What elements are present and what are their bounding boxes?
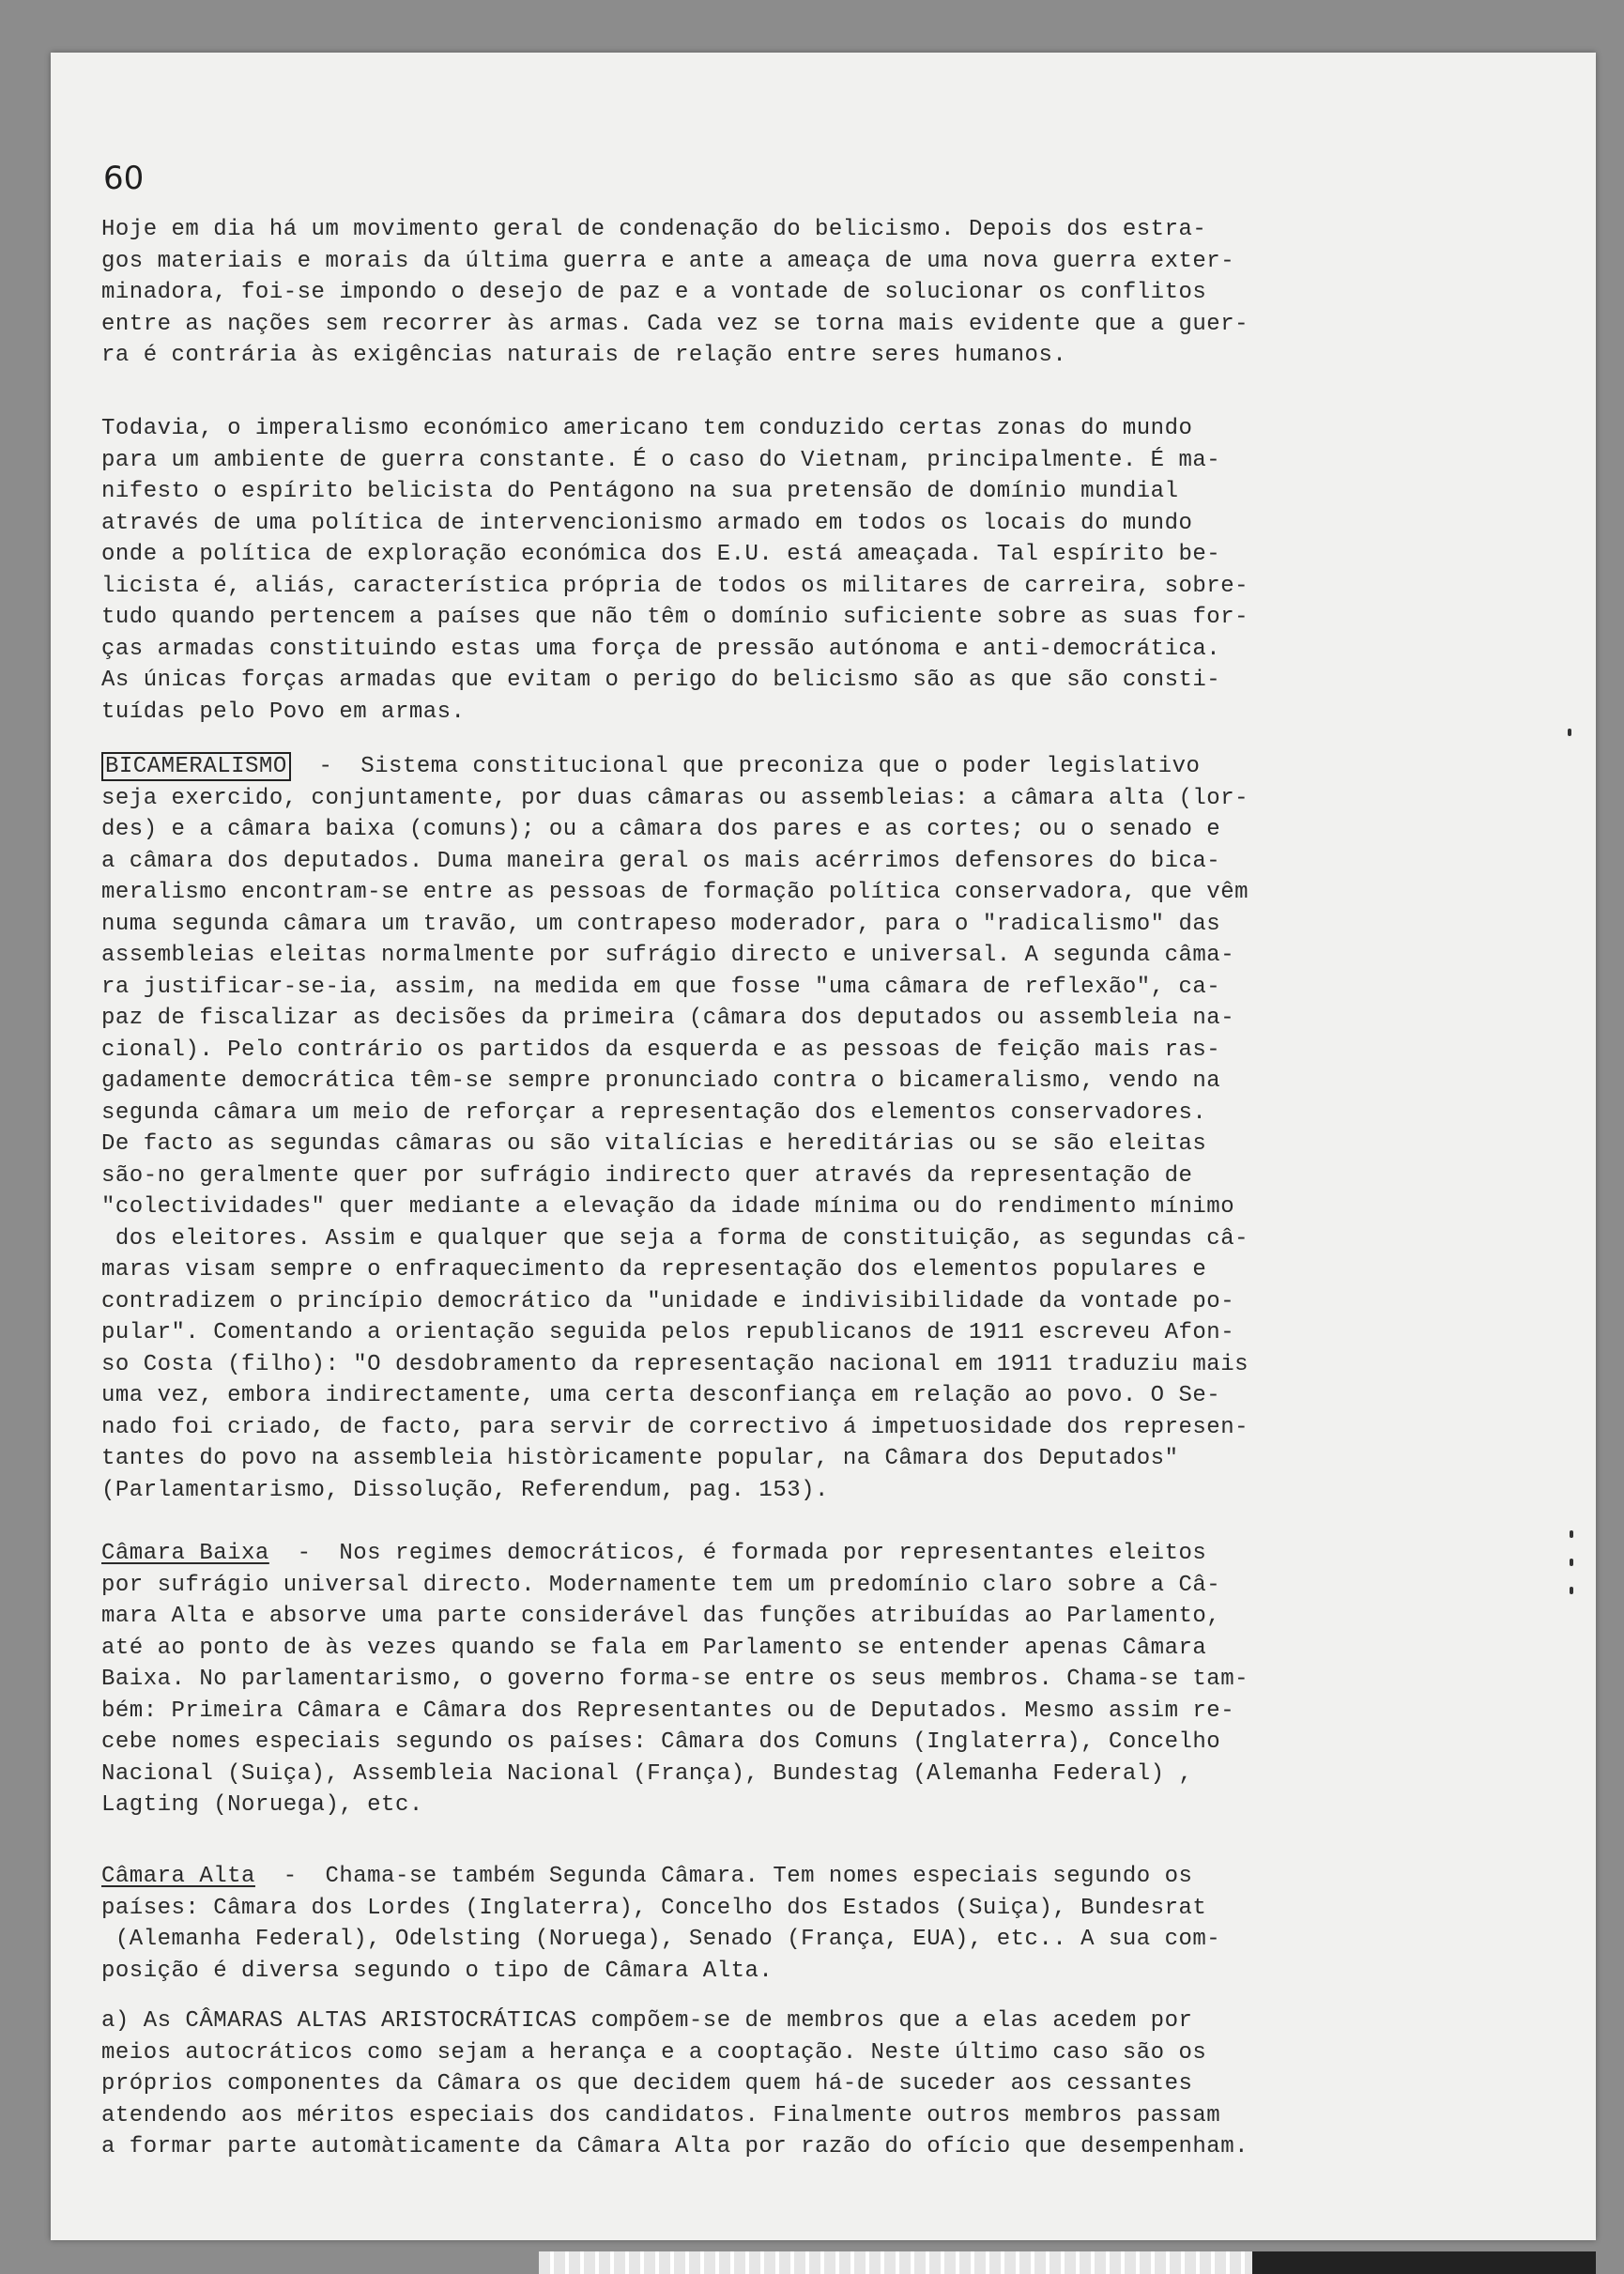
text-line: "colectividades" quer mediante a elevação da idade mínima ou do rendimento mínimo (101, 1194, 1235, 1220)
text-line: assembleias eleitas normalmente por sufrágio directo e universal. A segunda câma- (101, 943, 1235, 968)
text-line: As únicas forças armadas que evitam o perigo do belicismo são as que são consti- (101, 668, 1221, 693)
entry-definition-start: - Nos regimes democráticos, é formada por representantes eleitos (268, 1541, 1207, 1566)
text-line: paz de fiscalizar as decisões da primeira (câmara dos deputados ou assembleia na- (101, 1006, 1235, 1031)
text-line: entre as nações sem recorrer às armas. Cada vez se torna mais evidente que a guer- (101, 311, 1249, 337)
entry-definition-start: - Chama-se também Segunda Câmara. Tem nomes especiais segundo os (254, 1864, 1193, 1889)
term-camara-alta: Câmara Alta (101, 1864, 255, 1889)
text-line: maras visam sempre o enfraquecimento da representação dos elementos populares e (101, 1257, 1207, 1283)
paragraph-intro (101, 214, 1547, 372)
term-camara-baixa: Câmara Baixa (101, 1541, 269, 1566)
text-line: nado foi criado, de facto, para servir de correctivo á impetuosidade dos represen- (101, 1414, 1249, 1440)
page-number: 60 (103, 160, 145, 197)
text-line: (Parlamentarismo, Dissolução, Referendum, pag. 153). (101, 1477, 829, 1503)
margin-speck (1570, 1559, 1573, 1566)
text-line: (Alemanha Federal), Odelsting (Noruega), Senado (França, EUA), etc.. A sua com- (101, 1927, 1221, 1952)
text-line: uma vez, embora indirectamente, uma certa desconfiança em relação ao povo. O Se- (101, 1383, 1221, 1408)
entry-bicameralismo (101, 751, 1547, 1506)
paragraph-camaras-aristocraticas (101, 2005, 1547, 2163)
text-line: através de uma política de intervencionismo armado em todos os locais do mundo (101, 510, 1193, 536)
text-line: segunda câmara um meio de reforçar a representação dos elementos conservadores. (101, 1099, 1207, 1126)
text-line: mara Alta e absorve uma parte considerável das funções atribuídas ao Parlamento, (101, 1604, 1221, 1629)
text-line: De facto as segundas câmaras ou são vitalícias e hereditárias ou se são eleitas (101, 1131, 1207, 1157)
text-line: gadamente democrática têm-se sempre pronunciado contra o bicameralismo, vendo na (101, 1068, 1221, 1094)
text-line: ra justificar-se-ia, assim, na medida em que fosse "uma câmara de reflexão", ca- (101, 974, 1221, 1000)
margin-speck (1570, 1530, 1573, 1538)
text-line: tantes do povo na assembleia històricamente popular, na Câmara dos Deputados" (101, 1446, 1179, 1471)
text-line: meralismo encontram-se entre as pessoas de formação política conservadora, que vêm (101, 880, 1249, 905)
text-line: pular". Comentando a orientação seguida pelos republicanos de 1911 escreveu Afon- (101, 1320, 1235, 1345)
text-line: onde a política de exploração económica dos E.U. está ameaçada. Tal espírito be- (101, 542, 1221, 567)
entry-heading-line (101, 1538, 1547, 1570)
term-bicameralismo: BICAMERALISMO (101, 752, 291, 781)
text-line: meios autocráticos como sejam a herança e a cooptação. Neste último caso são os (101, 2039, 1207, 2066)
text-line: so Costa (filho): "O desdobramento da representação nacional em 1911 traduziu mais (101, 1351, 1249, 1377)
text-line: a) As CÂMARAS ALTAS ARISTOCRÁTICAS compõem-se de membros que a elas acedem por (101, 2008, 1193, 2034)
text-line: a câmara dos deputados. Duma maneira geral os mais acérrimos defensores do bica- (101, 848, 1221, 874)
margin-speck (1570, 1587, 1573, 1594)
text-line: gos materiais e morais da última guerra e ante a ameaça de uma nova guerra exter- (101, 248, 1235, 274)
text-line: nifesto o espírito belicista do Pentágono na sua pretensão de domínio mundial (101, 479, 1179, 504)
text-line: cional). Pelo contrário os partidos da esquerda e as pessoas de feição mais ras- (101, 1037, 1221, 1063)
text-line: atendendo aos méritos especiais dos candidatos. Finalmente outros membros passam (101, 2102, 1221, 2128)
entry-camara-alta (101, 1861, 1547, 1987)
text-line: Baixa. No parlamentarismo, o governo forma-se entre os seus membros. Chama-se tam- (101, 1667, 1249, 1692)
text-line: são-no geralmente quer por sufrágio indirecto quer através da representação de (101, 1162, 1193, 1189)
text-line: Nacional (Suiça), Assembleia Nacional (França), Bundestag (Alemanha Federal) , (101, 1760, 1193, 1787)
text-line: dos eleitores. Assim e qualquer que seja a forma de constituição, as segundas câ- (101, 1225, 1249, 1252)
text-line: ra é contrária às exigências naturais de relação entre seres humanos. (101, 343, 1067, 368)
text-line: numa segunda câmara um travão, um contrapeso moderador, para o "radicalismo" das (101, 911, 1221, 937)
text-line: para um ambiente de guerra constante. É o caso do Vietnam, principalmente. É ma- (101, 447, 1221, 473)
text-line: Lagting (Noruega), etc. (101, 1792, 423, 1818)
entry-heading-line (101, 1861, 1547, 1893)
text-line: posição é diversa segundo o tipo de Câmara Alta. (101, 1958, 774, 1984)
text-line: minadora, foi-se impondo o desejo de paz e a vontade de solucionar os conflitos (101, 280, 1207, 305)
text-line: países: Câmara dos Lordes (Inglaterra), Concelho dos Estados (Suiça), Bundesrat (101, 1895, 1207, 1921)
entry-definition-start: - Sistema constitucional que preconiza que o poder legislativo (290, 754, 1201, 779)
scan-scale-bar-dark (1252, 2251, 1596, 2274)
text-line: Hoje em dia há um movimento geral de condenação do belicismo. Depois dos estra- (101, 217, 1207, 242)
text-line: contradizem o princípio democrático da "unidade e indivisibilidade da vontade po- (101, 1288, 1235, 1314)
text-line: Todavia, o imperalismo económico americano tem conduzido certas zonas do mundo (101, 416, 1193, 441)
text-line: ças armadas constituindo estas uma força de pressão autónoma e anti-democrática. (101, 636, 1221, 662)
text-line: tudo quando pertencem a países que não têm o domínio suficiente sobre as suas for- (101, 605, 1249, 630)
entry-heading-line (101, 751, 1547, 783)
entry-camara-baixa (101, 1538, 1547, 1821)
text-line: próprios componentes da Câmara os que decidem quem há-de suceder aos cessantes (101, 2071, 1193, 2097)
text-line: licista é, aliás, característica própria de todos os militares de carreira, sobre- (101, 573, 1249, 599)
text-line: cebe nomes especiais segundo os países: Câmara dos Comuns (Inglaterra), Concelho (101, 1729, 1221, 1755)
text-line: seja exercido, conjuntamente, por duas câmaras ou assembleias: a câmara alta (lor- (101, 785, 1249, 811)
paragraph-todavia (101, 413, 1547, 728)
text-line: bém: Primeira Câmara e Câmara dos Representantes ou de Deputados. Mesmo assim re- (101, 1698, 1235, 1724)
text-line: até ao ponto de às vezes quando se fala em Parlamento se entender apenas Câmara (101, 1635, 1207, 1661)
text-line: a formar parte automàticamente da Câmara Alta por razão do ofício que desempenham. (101, 2134, 1249, 2159)
text-line: des) e a câmara baixa (comuns); ou a câmara dos pares e as cortes; ou o senado e (101, 817, 1221, 842)
text-line: tuídas pelo Povo em armas. (101, 699, 466, 725)
document-page (51, 53, 1596, 2240)
text-line: por sufrágio universal directo. Modernamente tem um predomínio claro sobre a Câ- (101, 1572, 1221, 1598)
margin-speck (1568, 729, 1571, 736)
